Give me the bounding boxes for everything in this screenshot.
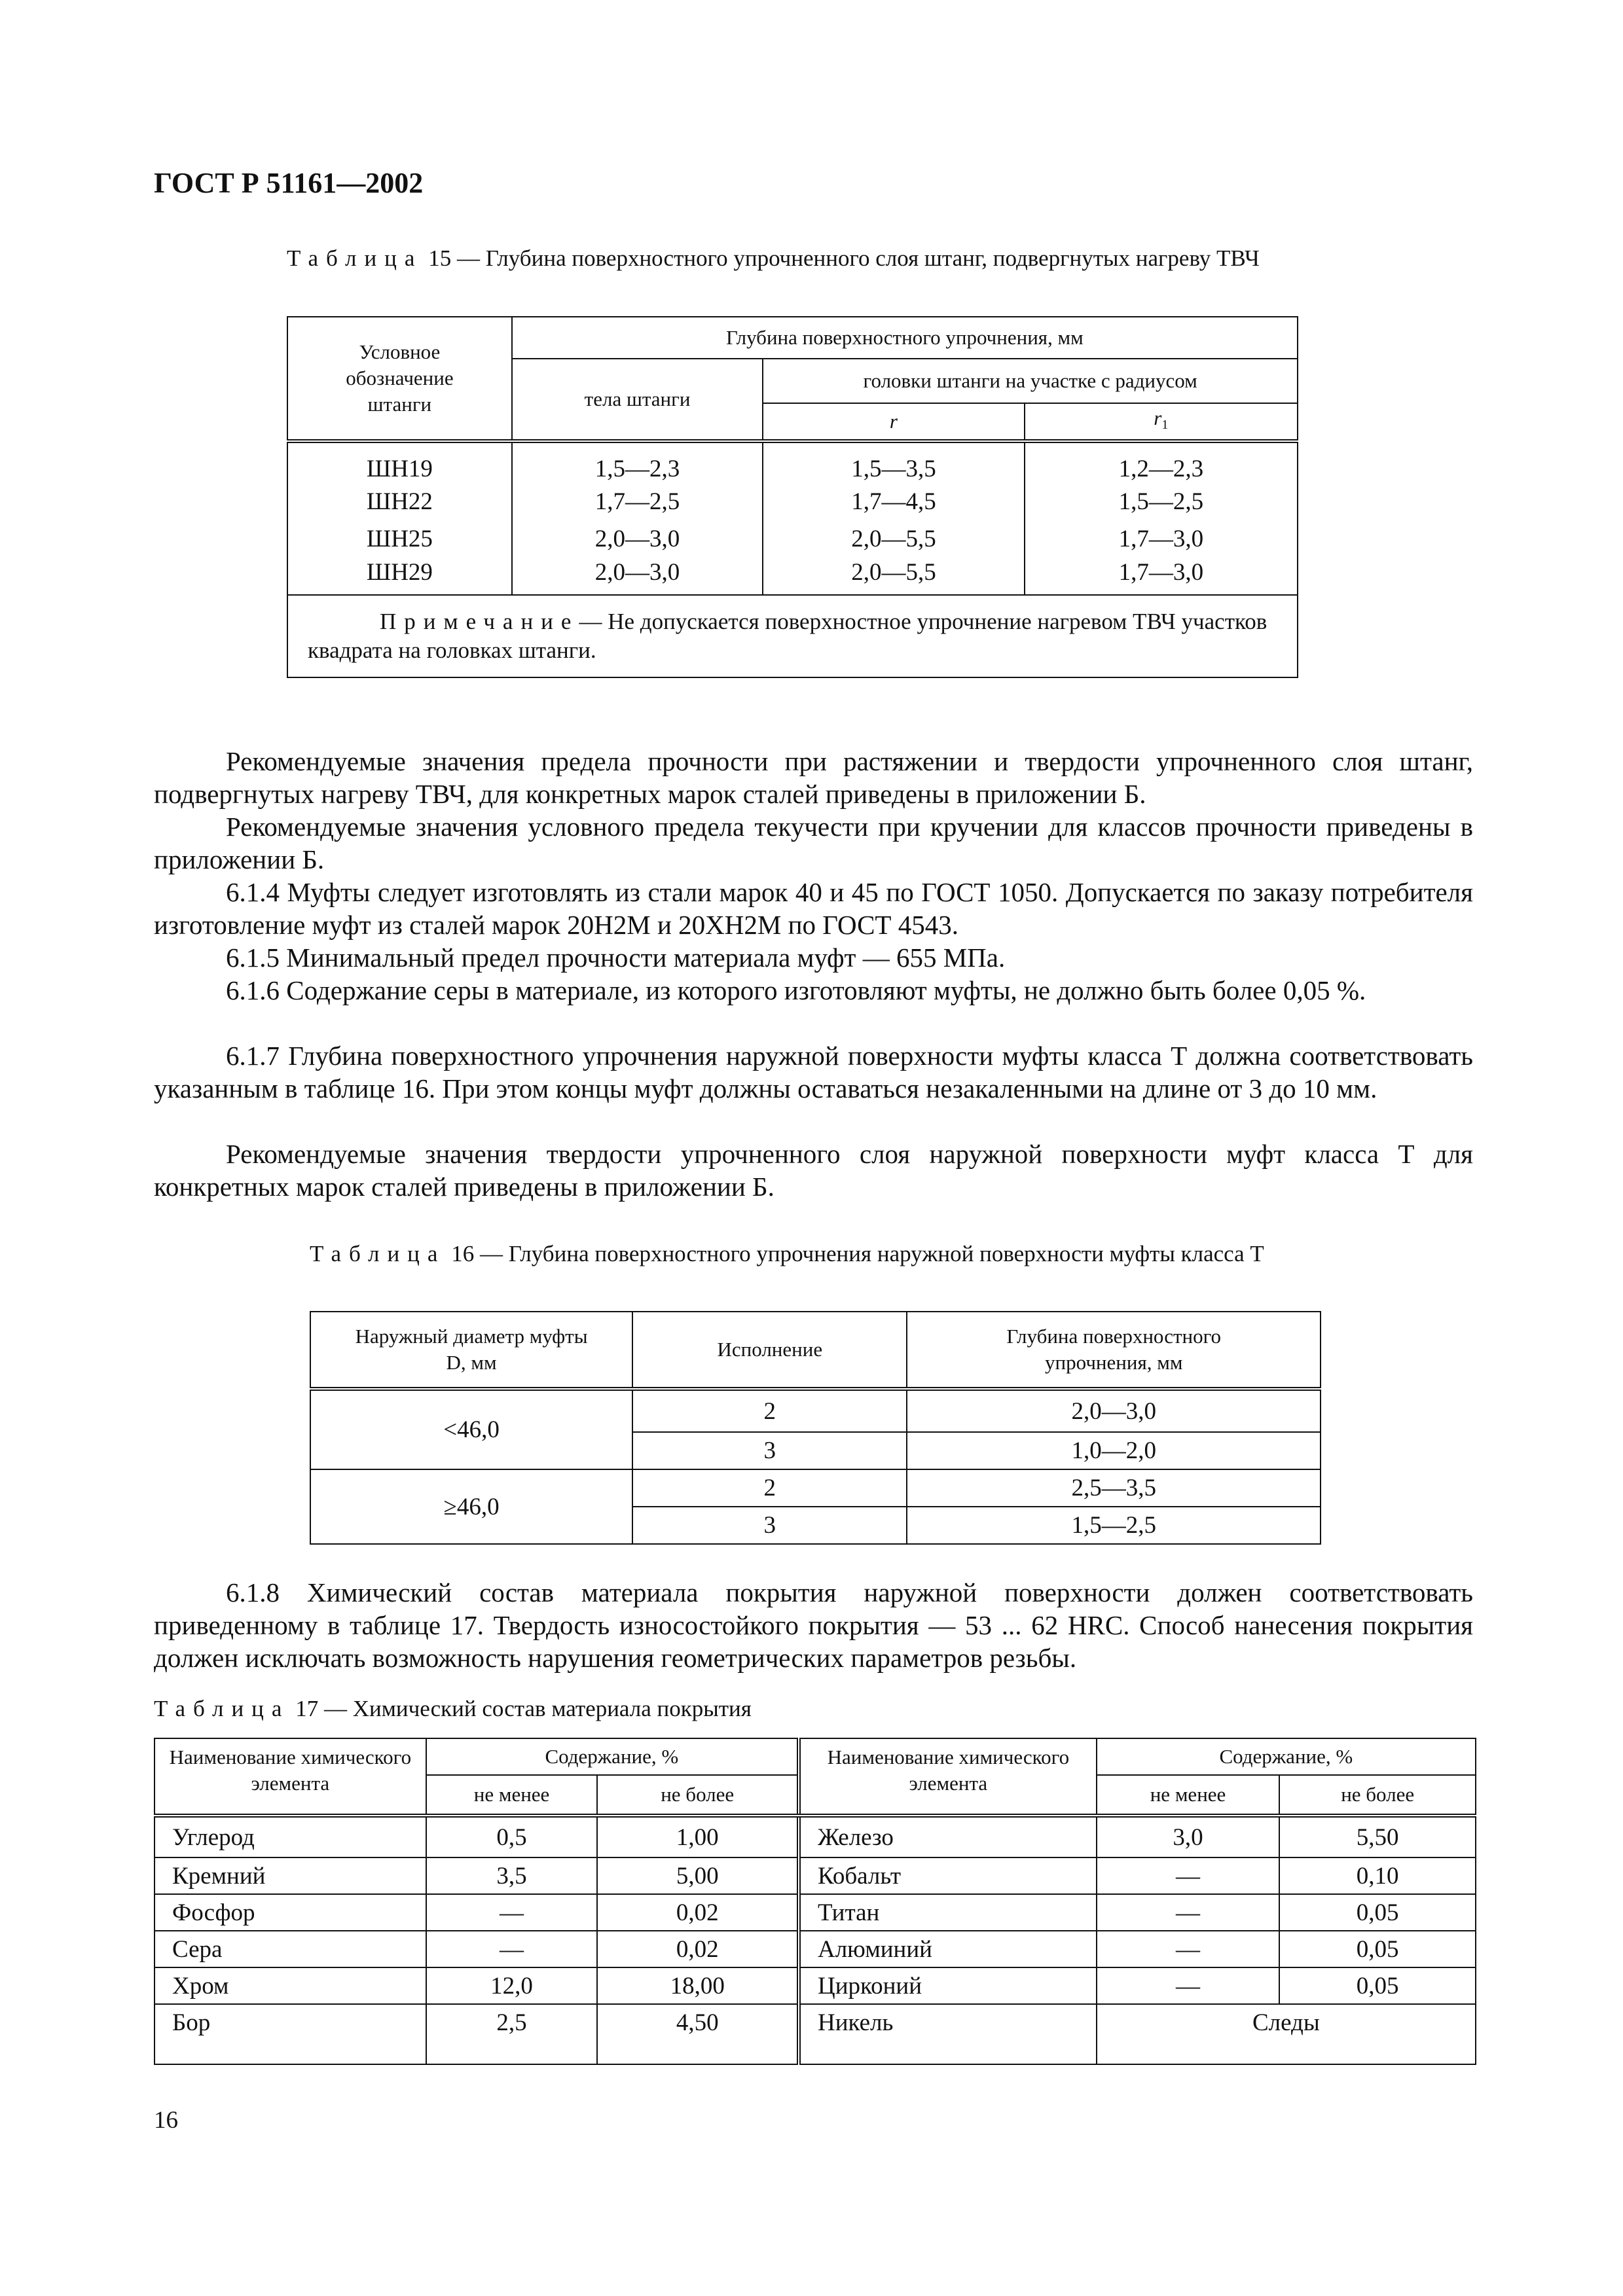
t15-header-designation: Условное обозначение штанги [287, 317, 512, 441]
table-cell: Никель [799, 2004, 1097, 2064]
table-16 [310, 1311, 1321, 1545]
table15-note-text: — Не допускается поверхностное упрочнение нагревом ТВЧ участков квадрата на головках штанги. [308, 609, 1267, 663]
t17-header-name-right: Наименование химического элемента [799, 1738, 1097, 1816]
table-cell: 2,0—3,0 [512, 558, 763, 595]
table-cell: 2,0—5,5 [763, 520, 1024, 558]
table-cell: 1,7—2,5 [512, 483, 763, 520]
table-cell: <46,0 [310, 1389, 632, 1469]
paragraph-text: Рекомендуемые значения условного предела текучести при кручении для классов прочности приведены в приложении Б. [154, 812, 1473, 874]
paragraph [154, 876, 1473, 941]
table-cell: 1,0—2,0 [907, 1432, 1321, 1469]
table-cell: ≥46,0 [310, 1469, 632, 1544]
document-header: ГОСТ Р 51161—2002 [154, 167, 424, 199]
t15-r-symbol: r [889, 410, 898, 433]
table-cell: 2 [632, 1389, 907, 1432]
table-cell: 5,50 [1279, 1816, 1476, 1857]
paragraph-text: 6.1.4 Муфты следует изготовлять из стали марок 40 и 45 по ГОСТ 1050. Допускается по заказу потребителя изготовление муфт из сталей марок 20Н2М и 20ХН2М по ГОСТ 4543. [154, 877, 1473, 940]
t17-header-min-left: не менее [426, 1775, 598, 1816]
paragraph [154, 810, 1473, 876]
paragraph-text: 6.1.6 Содержание серы в материале, из которого изготовляют муфты, не должно быть более 0,05 %. [226, 975, 1366, 1005]
table15-caption-label: Таблица [287, 245, 423, 271]
table-row [155, 1816, 1476, 1857]
table-cell: 2,0—3,0 [907, 1389, 1321, 1432]
table-cell: Фосфор [155, 1894, 426, 1931]
table-cell: 1,7—3,0 [1025, 520, 1298, 558]
t15-header-r [763, 403, 1024, 441]
table-cell: 0,05 [1279, 1931, 1476, 1967]
table15-caption [287, 243, 1302, 274]
table-cell: Хром [155, 1967, 426, 2004]
table17-caption-label: Таблица [154, 1696, 290, 1721]
t15-header-depth: Глубина поверхностного упрочнения, мм [512, 317, 1298, 359]
table-row [287, 483, 1298, 520]
t17-header-min-right: не менее [1097, 1775, 1280, 1816]
table17-caption [154, 1694, 1332, 1724]
table-cell: 2,0—3,0 [512, 520, 763, 558]
table-cell: 0,02 [597, 1894, 799, 1931]
table-cell: 0,5 [426, 1816, 598, 1857]
table-17 [154, 1738, 1476, 2065]
table-cell: — [1097, 1857, 1280, 1894]
table-cell: ШН25 [287, 520, 512, 558]
paragraph-text: 6.1.7 Глубина поверхностного упрочнения наружной поверхности муфты класса Т должна соответствовать указанным в таблице 16. При этом концы муфт должны оставаться незакаленными на длине от 3 до 10 мм. [154, 1041, 1473, 1103]
t15-r1-symbol: r [1154, 406, 1162, 429]
table16-caption-text: 16 — Глубина поверхностного упрочнения наружной поверхности муфты класса Т [451, 1241, 1264, 1266]
t16-header-diameter-line1: Наружный диаметр муфты [355, 1325, 588, 1348]
table-cell: 2,5 [426, 2004, 598, 2064]
table-cell: 3 [632, 1432, 907, 1469]
table-cell: — [1097, 1931, 1280, 1967]
paragraph-text: Рекомендуемые значения твердости упрочненного слоя наружной поверхности муфт класса Т для конкретных марок сталей приведены в приложении Б. [154, 1139, 1473, 1202]
table-cell: Следы [1097, 2004, 1476, 2064]
paragraph [154, 745, 1473, 810]
table-cell: Кремний [155, 1857, 426, 1894]
table-cell: Алюминий [799, 1931, 1097, 1967]
table-cell: 0,10 [1279, 1857, 1476, 1894]
t15-header-r1 [1025, 403, 1298, 441]
table-cell: — [426, 1931, 598, 1967]
paragraph [154, 974, 1473, 1007]
table-cell: 0,02 [597, 1931, 799, 1967]
table-cell: Цирконий [799, 1967, 1097, 2004]
t17-header-content-left: Содержание, % [426, 1738, 799, 1775]
table-cell: — [1097, 1894, 1280, 1931]
table-cell: 2,0—5,5 [763, 558, 1024, 595]
table-row [287, 520, 1298, 558]
page-number: 16 [154, 2107, 178, 2134]
table-cell: Углерод [155, 1816, 426, 1857]
paragraph [154, 941, 1473, 974]
table17-caption-text: 17 — Химический состав материала покрытия [295, 1696, 752, 1721]
table-cell: 2,5—3,5 [907, 1469, 1321, 1507]
paragraph-text: Рекомендуемые значения предела прочности при растяжении и твердости упрочненного слоя штанг, подвергнутых нагреву ТВЧ, для конкретных марок сталей приведены в приложении Б. [154, 746, 1473, 809]
table-cell: 4,50 [597, 2004, 799, 2064]
t17-header-name-left: Наименование химического элемента [155, 1738, 426, 1816]
table-cell: Сера [155, 1931, 426, 1967]
paragraph-text: 6.1.5 Минимальный предел прочности материала муфт — 655 МПа. [226, 942, 1006, 973]
table-cell: 18,00 [597, 1967, 799, 2004]
table-cell: 3,5 [426, 1857, 598, 1894]
table-row [287, 441, 1298, 483]
table-cell: 0,05 [1279, 1894, 1476, 1931]
table-cell: 1,5—2,3 [512, 441, 763, 483]
table-cell: 1,5—3,5 [763, 441, 1024, 483]
t17-header-max-right: не более [1279, 1775, 1476, 1816]
table-cell: 5,00 [597, 1857, 799, 1894]
table-cell: 3 [632, 1507, 907, 1544]
table-cell: Железо [799, 1816, 1097, 1857]
table-cell: 1,2—2,3 [1025, 441, 1298, 483]
table-cell: 1,7—3,0 [1025, 558, 1298, 595]
table-row [155, 1894, 1476, 1931]
table-row [155, 2004, 1476, 2064]
table-row [310, 1469, 1321, 1507]
table16-caption [310, 1239, 1324, 1269]
table-cell: ШН29 [287, 558, 512, 595]
t16-header-diameter [310, 1312, 632, 1389]
t16-header-diameter-line2: D, мм [446, 1351, 497, 1374]
t17-header-max-left: не более [597, 1775, 799, 1816]
table15-caption-text: 15 — Глубина поверхностного упрочненного слоя штанг, подвергнутых нагреву ТВЧ [428, 245, 1260, 271]
table-cell: 12,0 [426, 1967, 598, 2004]
paragraph [154, 1039, 1473, 1105]
table-row [155, 1857, 1476, 1894]
table-cell: 1,00 [597, 1816, 799, 1857]
table-cell: Бор [155, 2004, 426, 2064]
table-cell: — [426, 1894, 598, 1931]
table-cell: 1,5—2,5 [907, 1507, 1321, 1544]
table15-note [287, 595, 1298, 677]
table-cell: ШН22 [287, 483, 512, 520]
table-cell: 1,5—2,5 [1025, 483, 1298, 520]
table-cell: Титан [799, 1894, 1097, 1931]
table-cell: — [1097, 1967, 1280, 2004]
table-cell: 2 [632, 1469, 907, 1507]
table-cell: 3,0 [1097, 1816, 1280, 1857]
table-cell: 1,7—4,5 [763, 483, 1024, 520]
t15-header-body: тела штанги [512, 359, 763, 441]
table-row [155, 1967, 1476, 2004]
t16-header-depth: Глубина поверхностного упрочнения, мм [907, 1312, 1321, 1389]
t15-r1-subscript: 1 [1161, 418, 1169, 432]
table-row [310, 1389, 1321, 1432]
table-15 [287, 316, 1298, 678]
table15-note-label: Примечание [380, 609, 579, 634]
paragraph [154, 1576, 1473, 1674]
paragraph-text: 6.1.8 Химический состав материала покрытия наружной поверхности должен соответствовать приведенному в таблице 17. Твердость износостойкого покрытия — 53 ... 62 HRC. Способ нанесения покрытия должен исключать возможность нарушения геометрических параметров резьбы. [154, 1577, 1473, 1673]
t16-header-version: Исполнение [632, 1312, 907, 1389]
paragraph [154, 1138, 1473, 1203]
t17-header-content-right: Содержание, % [1097, 1738, 1476, 1775]
table15-note-row [287, 595, 1298, 677]
table-cell: Кобальт [799, 1857, 1097, 1894]
table-cell: 0,05 [1279, 1967, 1476, 2004]
table-row [287, 558, 1298, 595]
table-row [155, 1931, 1476, 1967]
t15-header-head-group: головки штанги на участке с радиусом [763, 359, 1298, 403]
table-cell: ШН19 [287, 441, 512, 483]
table16-caption-label: Таблица [310, 1241, 446, 1266]
